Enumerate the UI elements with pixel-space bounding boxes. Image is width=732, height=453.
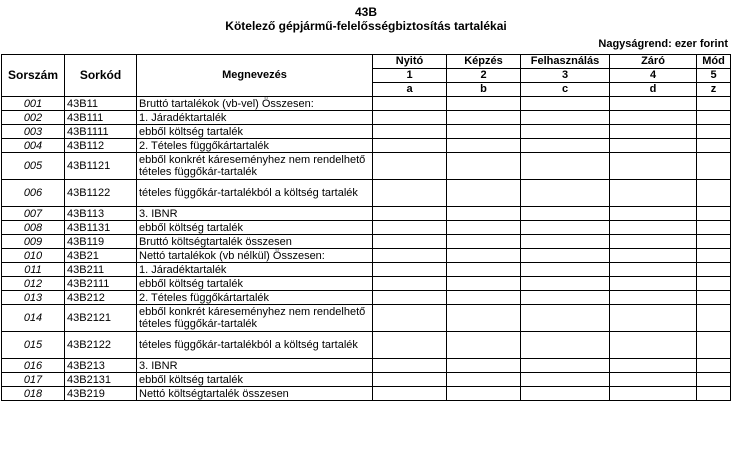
row-megnevezes: Nettó költségtartalék összesen (137, 387, 373, 401)
value-cell[interactable] (610, 153, 697, 180)
table-row (2, 125, 731, 139)
value-cell[interactable] (521, 291, 610, 305)
header-col-number: 1 (373, 69, 447, 83)
value-cell[interactable] (447, 387, 521, 401)
value-cell[interactable] (521, 221, 610, 235)
row-sorszam: 015 (2, 332, 65, 359)
row-sorszam: 003 (2, 125, 65, 139)
value-cell[interactable] (373, 221, 447, 235)
row-sorkod: 43B1131 (65, 221, 137, 235)
value-cell[interactable] (373, 387, 447, 401)
value-cell[interactable] (521, 387, 610, 401)
row-megnevezes: ebből költség tartalék (137, 125, 373, 139)
value-cell[interactable] (447, 207, 521, 221)
table-row (2, 235, 731, 249)
row-sorszam: 014 (2, 305, 65, 332)
value-cell[interactable] (610, 221, 697, 235)
value-cell[interactable] (521, 359, 610, 373)
row-sorszam: 017 (2, 373, 65, 387)
value-cell[interactable] (521, 153, 610, 180)
value-cell[interactable] (697, 111, 731, 125)
row-sorszam: 007 (2, 207, 65, 221)
row-megnevezes: ebből költség tartalék (137, 373, 373, 387)
table-row (2, 97, 731, 111)
reserves-table (1, 54, 731, 401)
row-sorszam: 005 (2, 153, 65, 180)
value-cell[interactable] (447, 153, 521, 180)
value-cell[interactable] (610, 277, 697, 291)
value-cell[interactable] (447, 359, 521, 373)
row-megnevezes: ebből költség tartalék (137, 277, 373, 291)
header-col-number: 3 (521, 69, 610, 83)
value-cell[interactable] (697, 359, 731, 373)
row-sorkod: 43B11 (65, 97, 137, 111)
value-cell[interactable] (610, 125, 697, 139)
header-col-letter: a (373, 83, 447, 97)
value-cell[interactable] (610, 263, 697, 277)
table-row (2, 387, 731, 401)
table-row (2, 207, 731, 221)
value-cell[interactable] (610, 332, 697, 359)
row-sorkod: 43B111 (65, 111, 137, 125)
header-col-name: Nyitó (373, 55, 447, 69)
value-cell[interactable] (521, 180, 610, 207)
row-megnevezes: ebből költség tartalék (137, 221, 373, 235)
value-cell[interactable] (697, 139, 731, 153)
value-cell[interactable] (373, 125, 447, 139)
value-cell[interactable] (697, 221, 731, 235)
value-cell[interactable] (447, 235, 521, 249)
header-col-number: 2 (447, 69, 521, 83)
value-cell[interactable] (697, 332, 731, 359)
value-cell[interactable] (697, 207, 731, 221)
value-cell[interactable] (521, 305, 610, 332)
value-cell[interactable] (521, 332, 610, 359)
row-megnevezes: Bruttó tartalékok (vb-vel) Összesen: (137, 97, 373, 111)
table-row (2, 305, 731, 332)
value-cell[interactable] (521, 139, 610, 153)
value-cell[interactable] (697, 305, 731, 332)
row-megnevezes: 1. Járadéktartalék (137, 263, 373, 277)
header-sorszam: Sorszám (2, 55, 65, 97)
value-cell[interactable] (610, 235, 697, 249)
row-sorkod: 43B112 (65, 139, 137, 153)
header-col-letter: c (521, 83, 610, 97)
value-cell[interactable] (373, 180, 447, 207)
row-sorkod: 43B2121 (65, 305, 137, 332)
value-cell[interactable] (697, 180, 731, 207)
value-cell[interactable] (447, 180, 521, 207)
value-cell[interactable] (373, 111, 447, 125)
value-cell[interactable] (610, 373, 697, 387)
value-cell[interactable] (521, 111, 610, 125)
row-sorszam: 009 (2, 235, 65, 249)
value-cell[interactable] (697, 125, 731, 139)
value-cell[interactable] (447, 277, 521, 291)
row-sorkod: 43B1121 (65, 153, 137, 180)
value-cell[interactable] (697, 291, 731, 305)
value-cell[interactable] (447, 125, 521, 139)
row-sorkod: 43B211 (65, 263, 137, 277)
value-cell[interactable] (610, 180, 697, 207)
row-sorszam: 004 (2, 139, 65, 153)
value-cell[interactable] (521, 373, 610, 387)
row-sorszam: 006 (2, 180, 65, 207)
value-cell[interactable] (610, 249, 697, 263)
row-megnevezes: ebből konkrét káreseményhez nem rendelhető tételes függőkár-tartalék (137, 305, 373, 332)
table-row (2, 249, 731, 263)
row-sorkod: 43B1111 (65, 125, 137, 139)
value-cell[interactable] (447, 263, 521, 277)
row-sorkod: 43B2122 (65, 332, 137, 359)
row-sorszam: 012 (2, 277, 65, 291)
row-sorkod: 43B113 (65, 207, 137, 221)
row-sorkod: 43B119 (65, 235, 137, 249)
value-cell[interactable] (373, 207, 447, 221)
table-row (2, 373, 731, 387)
table-row (2, 111, 731, 125)
value-cell[interactable] (447, 249, 521, 263)
header-col-name: Mód (697, 55, 731, 69)
row-sorszam: 016 (2, 359, 65, 373)
value-cell[interactable] (373, 305, 447, 332)
value-cell[interactable] (521, 207, 610, 221)
value-cell[interactable] (373, 332, 447, 359)
value-cell[interactable] (697, 387, 731, 401)
value-cell[interactable] (373, 249, 447, 263)
value-cell[interactable] (373, 263, 447, 277)
row-megnevezes: 1. Járadéktartalék (137, 111, 373, 125)
value-cell[interactable] (521, 97, 610, 111)
value-cell[interactable] (697, 263, 731, 277)
header-col-name: Képzés (447, 55, 521, 69)
header-megnevezes: Megnevezés (137, 55, 373, 97)
value-cell[interactable] (610, 291, 697, 305)
row-megnevezes: 2. Tételes függőkártartalék (137, 291, 373, 305)
value-cell[interactable] (373, 235, 447, 249)
value-cell[interactable] (373, 97, 447, 111)
header-col-name: Záró (610, 55, 697, 69)
row-sorszam: 018 (2, 387, 65, 401)
value-cell[interactable] (447, 373, 521, 387)
value-cell[interactable] (521, 125, 610, 139)
value-cell[interactable] (697, 277, 731, 291)
value-cell[interactable] (447, 221, 521, 235)
header-col-number: 5 (697, 69, 731, 83)
table-row (2, 277, 731, 291)
value-cell[interactable] (697, 97, 731, 111)
table-row (2, 153, 731, 180)
value-cell[interactable] (521, 263, 610, 277)
row-sorkod: 43B2131 (65, 373, 137, 387)
row-sorszam: 008 (2, 221, 65, 235)
value-cell[interactable] (373, 359, 447, 373)
row-sorszam: 002 (2, 111, 65, 125)
value-cell[interactable] (373, 153, 447, 180)
row-sorkod: 43B1122 (65, 180, 137, 207)
value-cell[interactable] (610, 359, 697, 373)
value-cell[interactable] (697, 373, 731, 387)
row-sorszam: 010 (2, 249, 65, 263)
value-cell[interactable] (521, 277, 610, 291)
value-cell[interactable] (373, 277, 447, 291)
value-cell[interactable] (373, 291, 447, 305)
row-megnevezes: tételes függőkár-tartalékból a költség tartalék (137, 180, 373, 207)
value-cell[interactable] (373, 373, 447, 387)
row-sorkod: 43B21 (65, 249, 137, 263)
row-sorszam: 013 (2, 291, 65, 305)
row-sorkod: 43B2111 (65, 277, 137, 291)
header-col-letter: d (610, 83, 697, 97)
value-cell[interactable] (447, 305, 521, 332)
table-row (2, 359, 731, 373)
row-sorszam: 011 (2, 263, 65, 277)
table-row (2, 263, 731, 277)
row-sorkod: 43B219 (65, 387, 137, 401)
row-megnevezes: Nettó tartalékok (vb nélkül) Összesen: (137, 249, 373, 263)
header-col-number: 4 (610, 69, 697, 83)
value-cell[interactable] (373, 139, 447, 153)
value-cell[interactable] (610, 305, 697, 332)
row-sorszam: 001 (2, 97, 65, 111)
header-col-letter: b (447, 83, 521, 97)
value-cell[interactable] (447, 291, 521, 305)
value-cell[interactable] (521, 235, 610, 249)
value-cell[interactable] (447, 111, 521, 125)
row-megnevezes: tételes függőkár-tartalékból a költség tartalék (137, 332, 373, 359)
table-row (2, 291, 731, 305)
value-cell[interactable] (521, 249, 610, 263)
value-cell[interactable] (447, 332, 521, 359)
table-row (2, 139, 731, 153)
table-row (2, 180, 731, 207)
header-col-name: Felhasználás (521, 55, 610, 69)
table-code-title: 43B (354, 5, 377, 19)
table-row (2, 221, 731, 235)
value-cell[interactable] (610, 97, 697, 111)
table-subtitle: Kötelező gépjármű-felelősségbiztosítás tartalékai (225, 19, 507, 33)
row-megnevezes: 2. Tételes függőkártartalék (137, 139, 373, 153)
row-sorkod: 43B212 (65, 291, 137, 305)
header-sorkod: Sorkód (65, 55, 137, 97)
row-megnevezes: ebből konkrét káreseményhez nem rendelhető tételes függőkár-tartalék (137, 153, 373, 180)
value-cell[interactable] (447, 97, 521, 111)
value-cell[interactable] (610, 387, 697, 401)
row-megnevezes: 3. IBNR (137, 359, 373, 373)
value-cell[interactable] (447, 139, 521, 153)
unit-note: Nagyságrend: ezer forint (598, 38, 728, 50)
value-cell[interactable] (610, 111, 697, 125)
row-sorkod: 43B213 (65, 359, 137, 373)
header-col-letter: z (697, 83, 731, 97)
value-cell[interactable] (697, 249, 731, 263)
value-cell[interactable] (697, 153, 731, 180)
value-cell[interactable] (610, 139, 697, 153)
row-megnevezes: 3. IBNR (137, 207, 373, 221)
value-cell[interactable] (697, 235, 731, 249)
row-megnevezes: Bruttó költségtartalék összesen (137, 235, 373, 249)
table-row (2, 332, 731, 359)
value-cell[interactable] (610, 207, 697, 221)
